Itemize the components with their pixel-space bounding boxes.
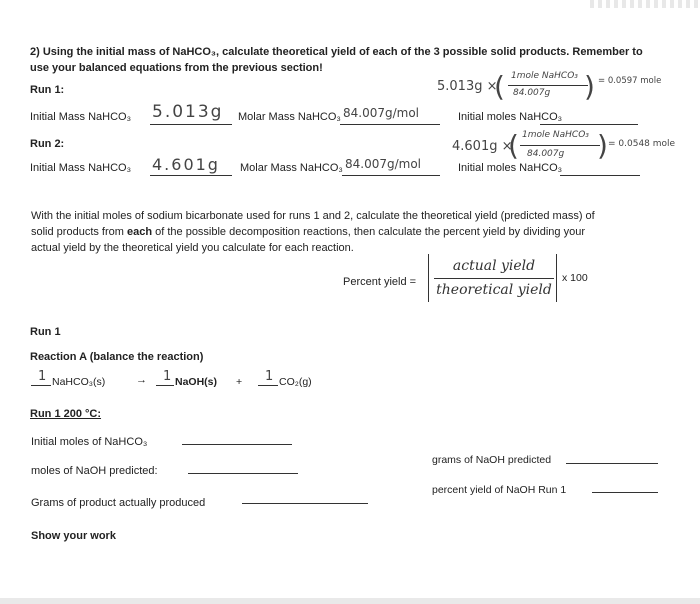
run2-calc-mass: 4.601g × (452, 139, 513, 154)
instructions-line-2-bold: each (126, 226, 153, 238)
reaction-product-1: NaOH(s) (175, 376, 218, 388)
run1-calc-fraction-bar (508, 85, 588, 86)
run1-molar-mass-line (340, 124, 440, 125)
percent-yield-run1-label: percent yield of NaOH Run 1 (432, 484, 567, 496)
run1-calc-mass: 5.013g × (437, 79, 498, 94)
reaction-arrow: → (136, 374, 147, 386)
run1-molar-mass-label: Molar Mass NaHCO₃ (238, 111, 341, 123)
run1-calc-numerator: 1mole NaHCO₃ (511, 71, 578, 81)
initial-moles-label: Initial moles of NaHCO₃ (31, 436, 148, 448)
instructions-line-2-pre: solid products from (31, 226, 127, 238)
run2-open-paren: ( (508, 129, 519, 162)
reaction-condition: Run 1 200 °C: (30, 408, 102, 420)
run2-calc-denominator: 84.007g (527, 149, 565, 159)
grams-predicted-answer-line[interactable] (566, 463, 658, 464)
run2-molar-mass-value[interactable]: 84.007g/mol (345, 157, 422, 171)
reaction-coef-1[interactable]: 1 (38, 369, 47, 384)
run2-calc-numerator: 1mole NaHCO₃ (522, 130, 589, 140)
reaction-run-heading: Run 1 (30, 326, 61, 338)
moles-predicted-label: moles of NaOH predicted: (31, 465, 158, 477)
question-line-1: 2) Using the initial mass of NaHCO₃, calculate theoretical yield of each of the 3 possible solid products. Remember to (30, 46, 643, 58)
run2-calc-fraction-bar (520, 145, 600, 146)
run1-heading: Run 1: (30, 84, 65, 96)
run2-initial-mass-line (150, 175, 232, 176)
instructions-line-1: With the initial moles of sodium bicarbonate used for runs 1 and 2, calculate the theoretical yield (predicted mass) of (31, 210, 595, 222)
instructions-line-2 (31, 226, 585, 238)
percent-yield-label: Percent yield = (343, 276, 417, 288)
formula-left-bracket (428, 254, 429, 302)
run1-initial-moles-label: Initial moles NaHCO₃ (458, 111, 563, 123)
run2-initial-moles-line[interactable] (560, 175, 640, 176)
run2-molar-mass-label: Molar Mass NaHCO₃ (240, 162, 343, 174)
formula-multiplier: x 100 (562, 272, 588, 284)
show-work-label: Show your work (31, 530, 116, 542)
run2-close-paren: ) (597, 129, 608, 162)
instructions-line-3: actual yield by the theoretical yield you calculate for each reaction. (31, 242, 354, 254)
moles-predicted-answer-line[interactable] (188, 473, 298, 474)
run2-initial-moles-label: Initial moles NaHCO₃ (458, 162, 563, 174)
reaction-title: Reaction A (balance the reaction) (30, 351, 204, 363)
run1-molar-mass-value[interactable]: 84.007g/mol (343, 106, 420, 120)
reaction-coef-2-line (156, 385, 174, 386)
formula-right-bracket (556, 254, 557, 302)
torn-edge-decoration (590, 0, 700, 8)
run2-heading: Run 2: (30, 138, 65, 150)
question-line-2: use your balanced equations from the previous section! (30, 62, 323, 74)
run2-initial-mass-label: Initial Mass NaHCO₃ (30, 162, 132, 174)
run2-initial-mass-value[interactable]: 4.601g (152, 155, 220, 174)
run2-molar-mass-line (342, 175, 440, 176)
reaction-plus: + (236, 376, 243, 388)
run1-close-paren: ) (584, 70, 595, 103)
reaction-coef-2[interactable]: 1 (163, 369, 172, 384)
run1-initial-mass-line (150, 124, 232, 125)
percent-yield-run1-answer-line[interactable] (592, 492, 658, 493)
run1-initial-mass-value[interactable]: 5.013g (152, 102, 224, 122)
reaction-product-2: CO₂(g) (279, 376, 312, 388)
run2-calc-result: = 0.0548 mole (608, 139, 676, 149)
reaction-coef-3-line (258, 385, 278, 386)
run1-initial-moles-line[interactable] (540, 124, 638, 125)
reaction-reactant: NaHCO₃(s) (52, 376, 106, 388)
bottom-edge (0, 598, 700, 604)
reaction-coef-3[interactable]: 1 (265, 369, 274, 384)
run1-calc-denominator: 84.007g (513, 88, 551, 98)
formula-numerator: actual yield (452, 258, 536, 274)
formula-fraction-bar (434, 278, 554, 279)
grams-produced-answer-line[interactable] (242, 503, 368, 504)
reaction-coef-1-line (31, 385, 51, 386)
formula-denominator: theoretical yield (436, 282, 552, 298)
run1-initial-mass-label: Initial Mass NaHCO₃ (30, 111, 132, 123)
initial-moles-answer-line[interactable] (182, 444, 292, 445)
instructions-line-2-post: of the possible decomposition reactions, then calculate the percent yield by dividing your (152, 226, 585, 238)
run1-calc-result: = 0.0597 mole (598, 76, 662, 86)
grams-predicted-label: grams of NaOH predicted (432, 454, 552, 466)
run1-open-paren: ( (494, 70, 505, 103)
grams-produced-label: Grams of product actually produced (31, 497, 206, 509)
